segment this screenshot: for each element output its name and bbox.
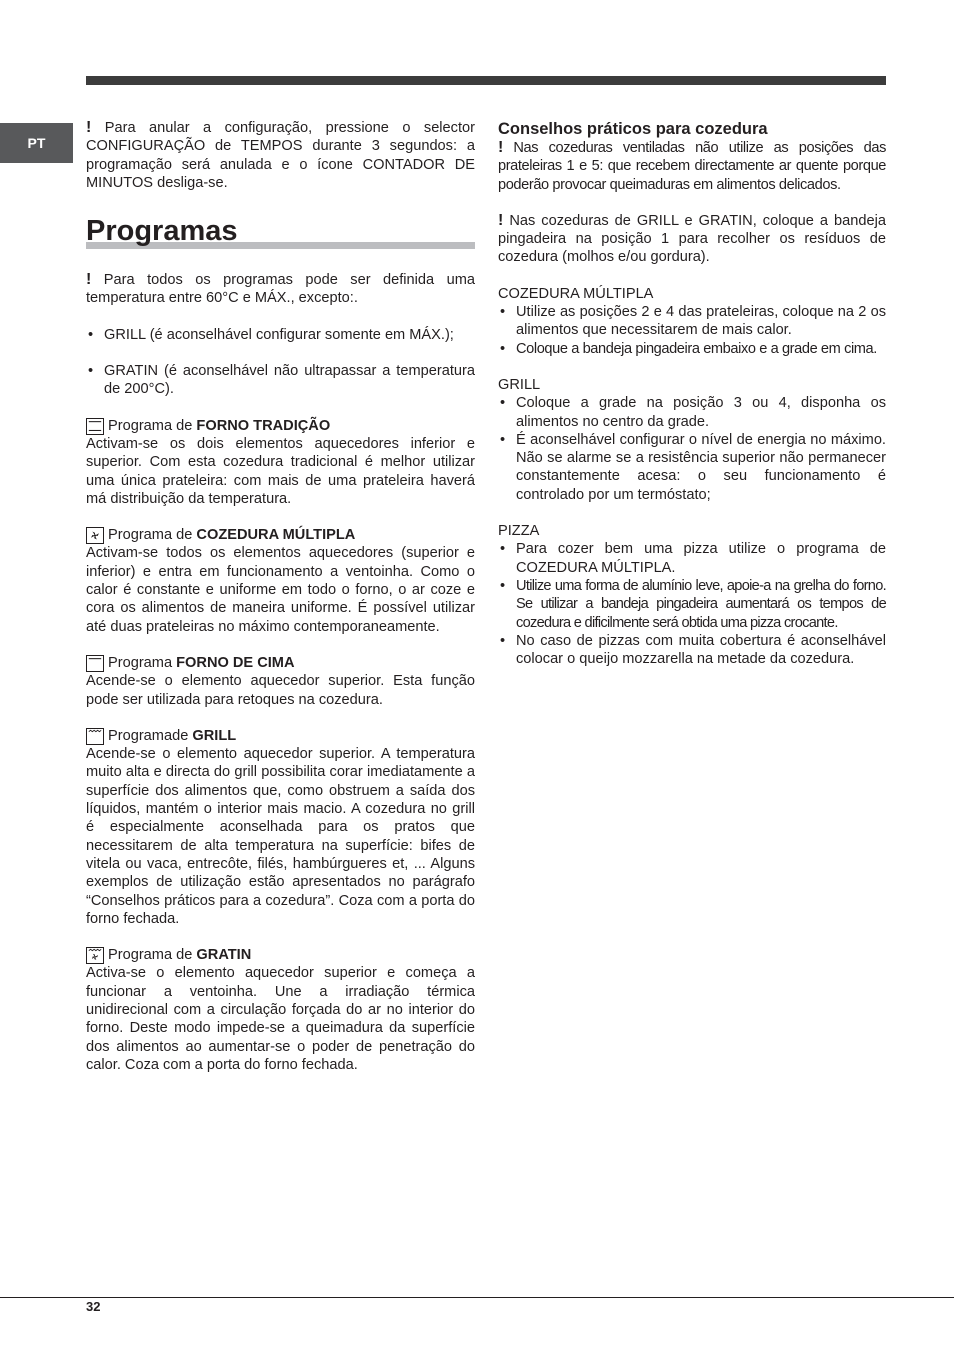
program-prefix: Programa de [108,947,197,964]
program-heading-gratin [86,946,475,964]
list-item: • No caso de pizzas com muita cobertura é aconselhável colocar o queijo mozzarella na metade da cozedura. [498,632,886,669]
tips-list [498,540,886,668]
warning-mark: ! [498,211,504,229]
grill-icon [86,728,104,745]
tip-text: Nas cozeduras de GRILL e GRATIN, coloque a bandeja pingadeira na posição 1 para recolher os resíduos de cozedura (molhos e/ou gordura). [498,212,886,266]
list-item: • Coloque a bandeja pingadeira embaixo e a grade em cima. [498,340,886,358]
list-item: • GRATIN (é aconselhável não ultrapassar a temperatura de 200°C). [86,362,475,399]
language-tab: PT [0,123,73,163]
section-title: Programas [86,215,238,248]
list-item: • É aconselhável configurar o nível de energia no máximo. Não se alarme se a resistência superior não permanecer constantemente acesa: o seu funcionamento é controlado por um termóstato; [498,431,886,504]
oven-top-bottom-icon [86,418,104,435]
program-description: Activam-se os dois elementos aquecedores inferior e superior. Com esta cozedura tradicional é melhor utilizar uma única prateleira: com mais de uma prateleira haverá má distribuição da temperatura. [86,435,475,507]
program-description: Activa-se o elemento aquecedor superior e começa a funcionar a ventoinha. Une a irradiação térmica unidirecional com a circulação forçada do ar no interior do forno. Deste modo impede-se a queimadura da superfície dos alimentos ao aumentar-se o poder de penetração do calor. Coza com a porta do forno fechada. [86,965,475,1073]
program-heading-forno-tradicao [86,417,475,435]
program-prefix: Programa de [108,527,197,544]
header-rule [86,76,886,85]
exceptions-list [86,362,475,399]
program-name: GRATIN [196,947,252,964]
tips-list [498,303,886,358]
program-description: Acende-se o elemento aquecedor superior. Esta função pode ser utilizada para retoques na cozedura. [86,673,475,708]
program-heading-forno-de-cima [86,654,475,672]
list-item: • Utilize uma forma de alumínio leve, apoie-a na grelha do forno. Se utilizar a bandeja pingadeira aumentará os tempos de cozedura e dificilmente será obtida uma pizza crocante. [498,577,886,632]
exceptions-list [86,326,475,344]
top-heat-icon [86,655,104,672]
page-number: 32 [86,1299,101,1314]
intro-text: Para anular a configuração, pressione o selector CONFIGURAÇÃO de TEMPOS durante 3 segundos: a programação será anulada e o ícone CONTADOR DE MINUTOS desliga-se. [86,120,475,191]
program-name: COZEDURA MÚLTIPLA [196,527,356,544]
program-name: FORNO TRADIÇÃO [196,417,331,434]
program-prefix: Programa de [108,417,197,434]
right-column [498,119,886,668]
intro-paragraph [86,119,475,192]
program-prefix: Programade [108,727,193,744]
program-heading-grill [86,727,475,745]
left-column [86,119,475,1074]
footer-rule [0,1297,954,1298]
gratin-icon [86,947,104,964]
warning-mark: ! [86,271,92,289]
list-item: • GRILL (é aconselhável configurar somente em MÁX.); [86,326,475,344]
tip-paragraph [498,139,886,194]
group-heading: COZEDURA MÚLTIPLA [498,285,654,302]
program-prefix: Programa [108,654,177,671]
list-item: • Coloque a grade na posição 3 ou 4, disponha os alimentos no centro da grade. [498,394,886,431]
temperature-note-text: Para todos os programas pode ser definida uma temperatura entre 60°C e MÁX., excepto:. [86,272,475,307]
program-name: FORNO DE CIMA [176,654,295,671]
temperature-note [86,271,475,308]
list-item: • Para cozer bem uma pizza utilize o programa de COZEDURA MÚLTIPLA. [498,540,886,577]
fan-icon [86,527,104,544]
group-heading: GRILL [498,376,541,393]
tip-text: Nas cozeduras ventiladas não utilize as posições das prateleiras 1 e 5: que recebem directamente ar quente porque poderão provocar queimaduras em alimentos delicados. [498,140,886,193]
program-description: Activam-se todos os elementos aquecedores (superior e inferior) e entra em funcionamento a ventoinha. Como o calor é constante e uniforme em todo o forno, o ar coze e cora os alimentos de maneira uniforme. É possível utilizar até duas prateleiras no máximo contemporaneamente. [86,545,475,635]
warning-mark: ! [498,139,503,156]
program-name: GRILL [192,727,237,744]
program-heading-cozedura-multipla [86,526,475,544]
tip-paragraph [498,212,886,267]
list-item: • Utilize as posições 2 e 4 das prateleiras, coloque na 2 os alimentos que necessitarem de mais calor. [498,303,886,340]
tips-title: Conselhos práticos para cozedura [498,120,768,138]
program-description: Acende-se o elemento aquecedor superior. A temperatura muito alta e directa do grill possibilita corar imediatamente a superfície dos alimentos que, como obstruem a saída dos líquidos, mantém o interior mais macio. A cozedura no grill é especialmente aconselhada para os pratos que necessitarem de alta temperatura na superfície: bifes de vitela ou vaca, entrecôte, filés, hambúrgueres et, ... Alguns exemplos de utilização estão apresentados no parágrafo “Conselhos práticos para a cozedura”. Coza com a porta do forno fechada. [86,746,475,927]
warning-mark: ! [86,119,92,136]
group-heading: PIZZA [498,523,540,540]
tips-list [498,394,886,504]
